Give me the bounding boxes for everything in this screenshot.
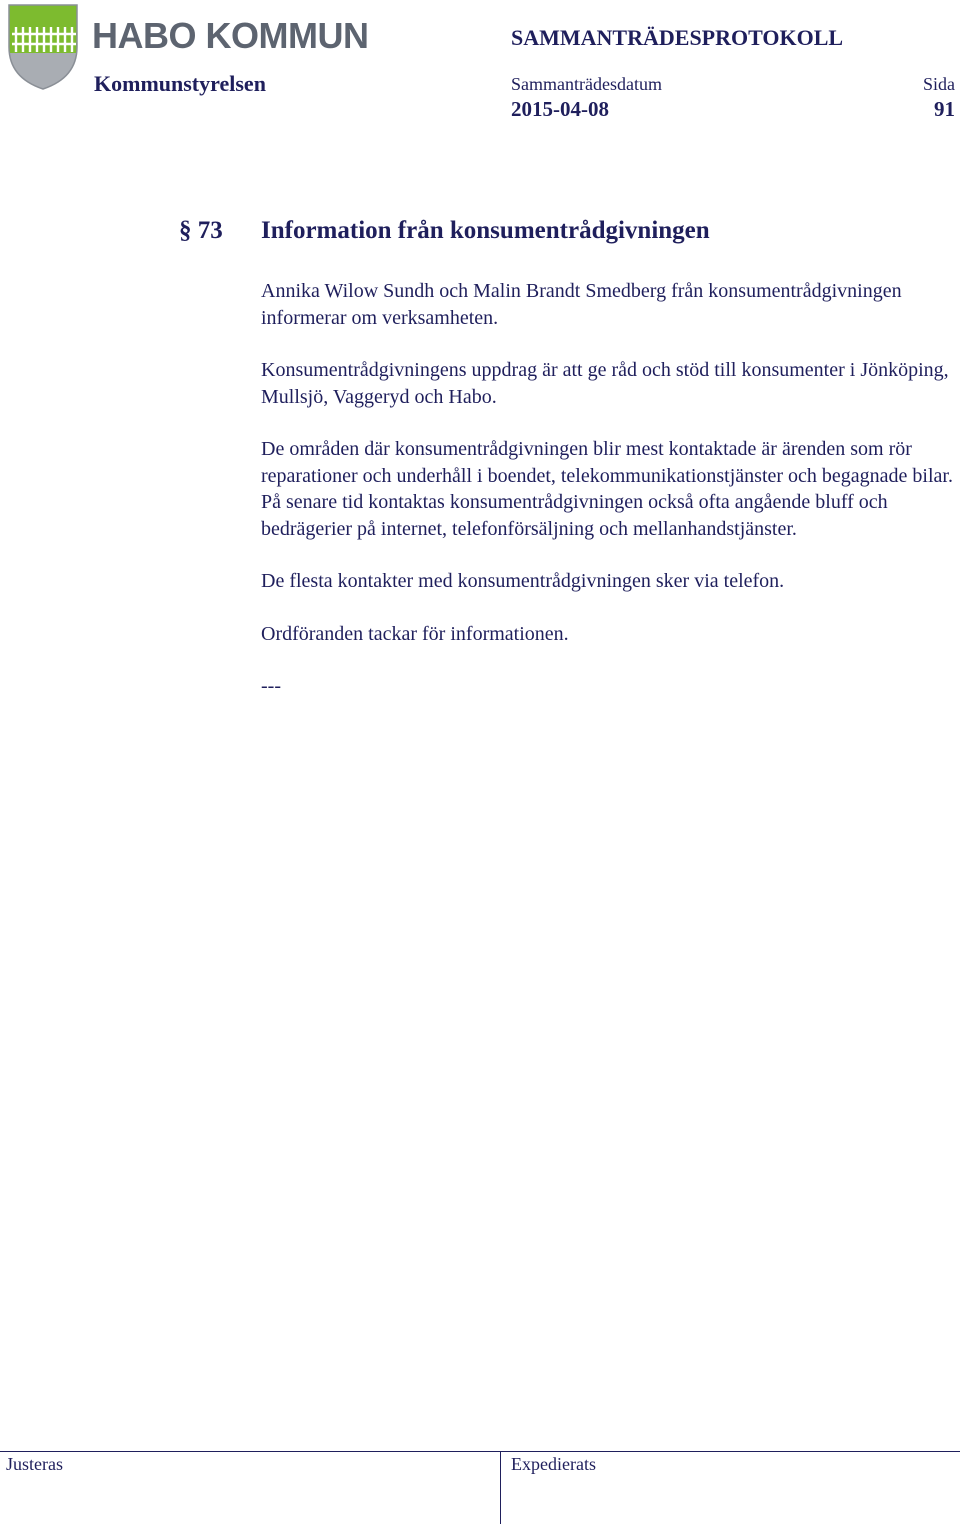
document-type-heading: SAMMANTRÄDESPROTOKOLL (511, 25, 844, 50)
section-body (261, 278, 956, 700)
paragraph-contact-areas: De områden där konsumentrådgivningen blir mest kontaktade är ärenden som rör reparationer och underhåll i boendet, telekommunikationstjänster och begagnade bilar. På senare tid kontaktas konsumentrådgivningen också ofta angående bluff och bedrägerier på internet, telefonförsäljning och mellanhandstjänster. (261, 438, 953, 540)
page-number-label: Sida (922, 74, 955, 94)
section-separator: --- (261, 675, 281, 697)
organization-unit: Kommunstyrelsen (94, 71, 266, 96)
paragraph-presenters: Annika Wilow Sundh och Malin Brandt Smedberg från konsumentrådgivningen informerar om verksamheten. (261, 280, 902, 329)
section-title: Information från konsumentrådgivningen (261, 217, 710, 244)
footer-divider (0, 1451, 960, 1452)
meeting-date-value: 2015-04-08 (511, 97, 609, 121)
justeras-signature-label: Justeras (6, 1454, 63, 1474)
paragraph-mission: Konsumentrådgivningens uppdrag är att ge råd och stöd till konsumenter i Jönköping, Mullsjö, Vaggeryd och Habo. (261, 359, 949, 408)
section-number: § 73 (179, 217, 223, 244)
paragraph-chair-thanks: Ordföranden tackar för informationen. (261, 622, 569, 645)
meeting-date-label: Sammanträdesdatum (511, 74, 662, 94)
footer-column-divider (500, 1451, 501, 1524)
paragraph-contact-channel: De flesta kontakter med konsumentrådgivningen sker via telefon. (261, 570, 785, 592)
page-number-value: 91 (934, 97, 955, 121)
municipality-wordmark: HABO KOMMUN (92, 15, 369, 56)
expedierats-label: Expedierats (511, 1454, 596, 1474)
habo-coat-of-arms-logo (6, 3, 80, 91)
